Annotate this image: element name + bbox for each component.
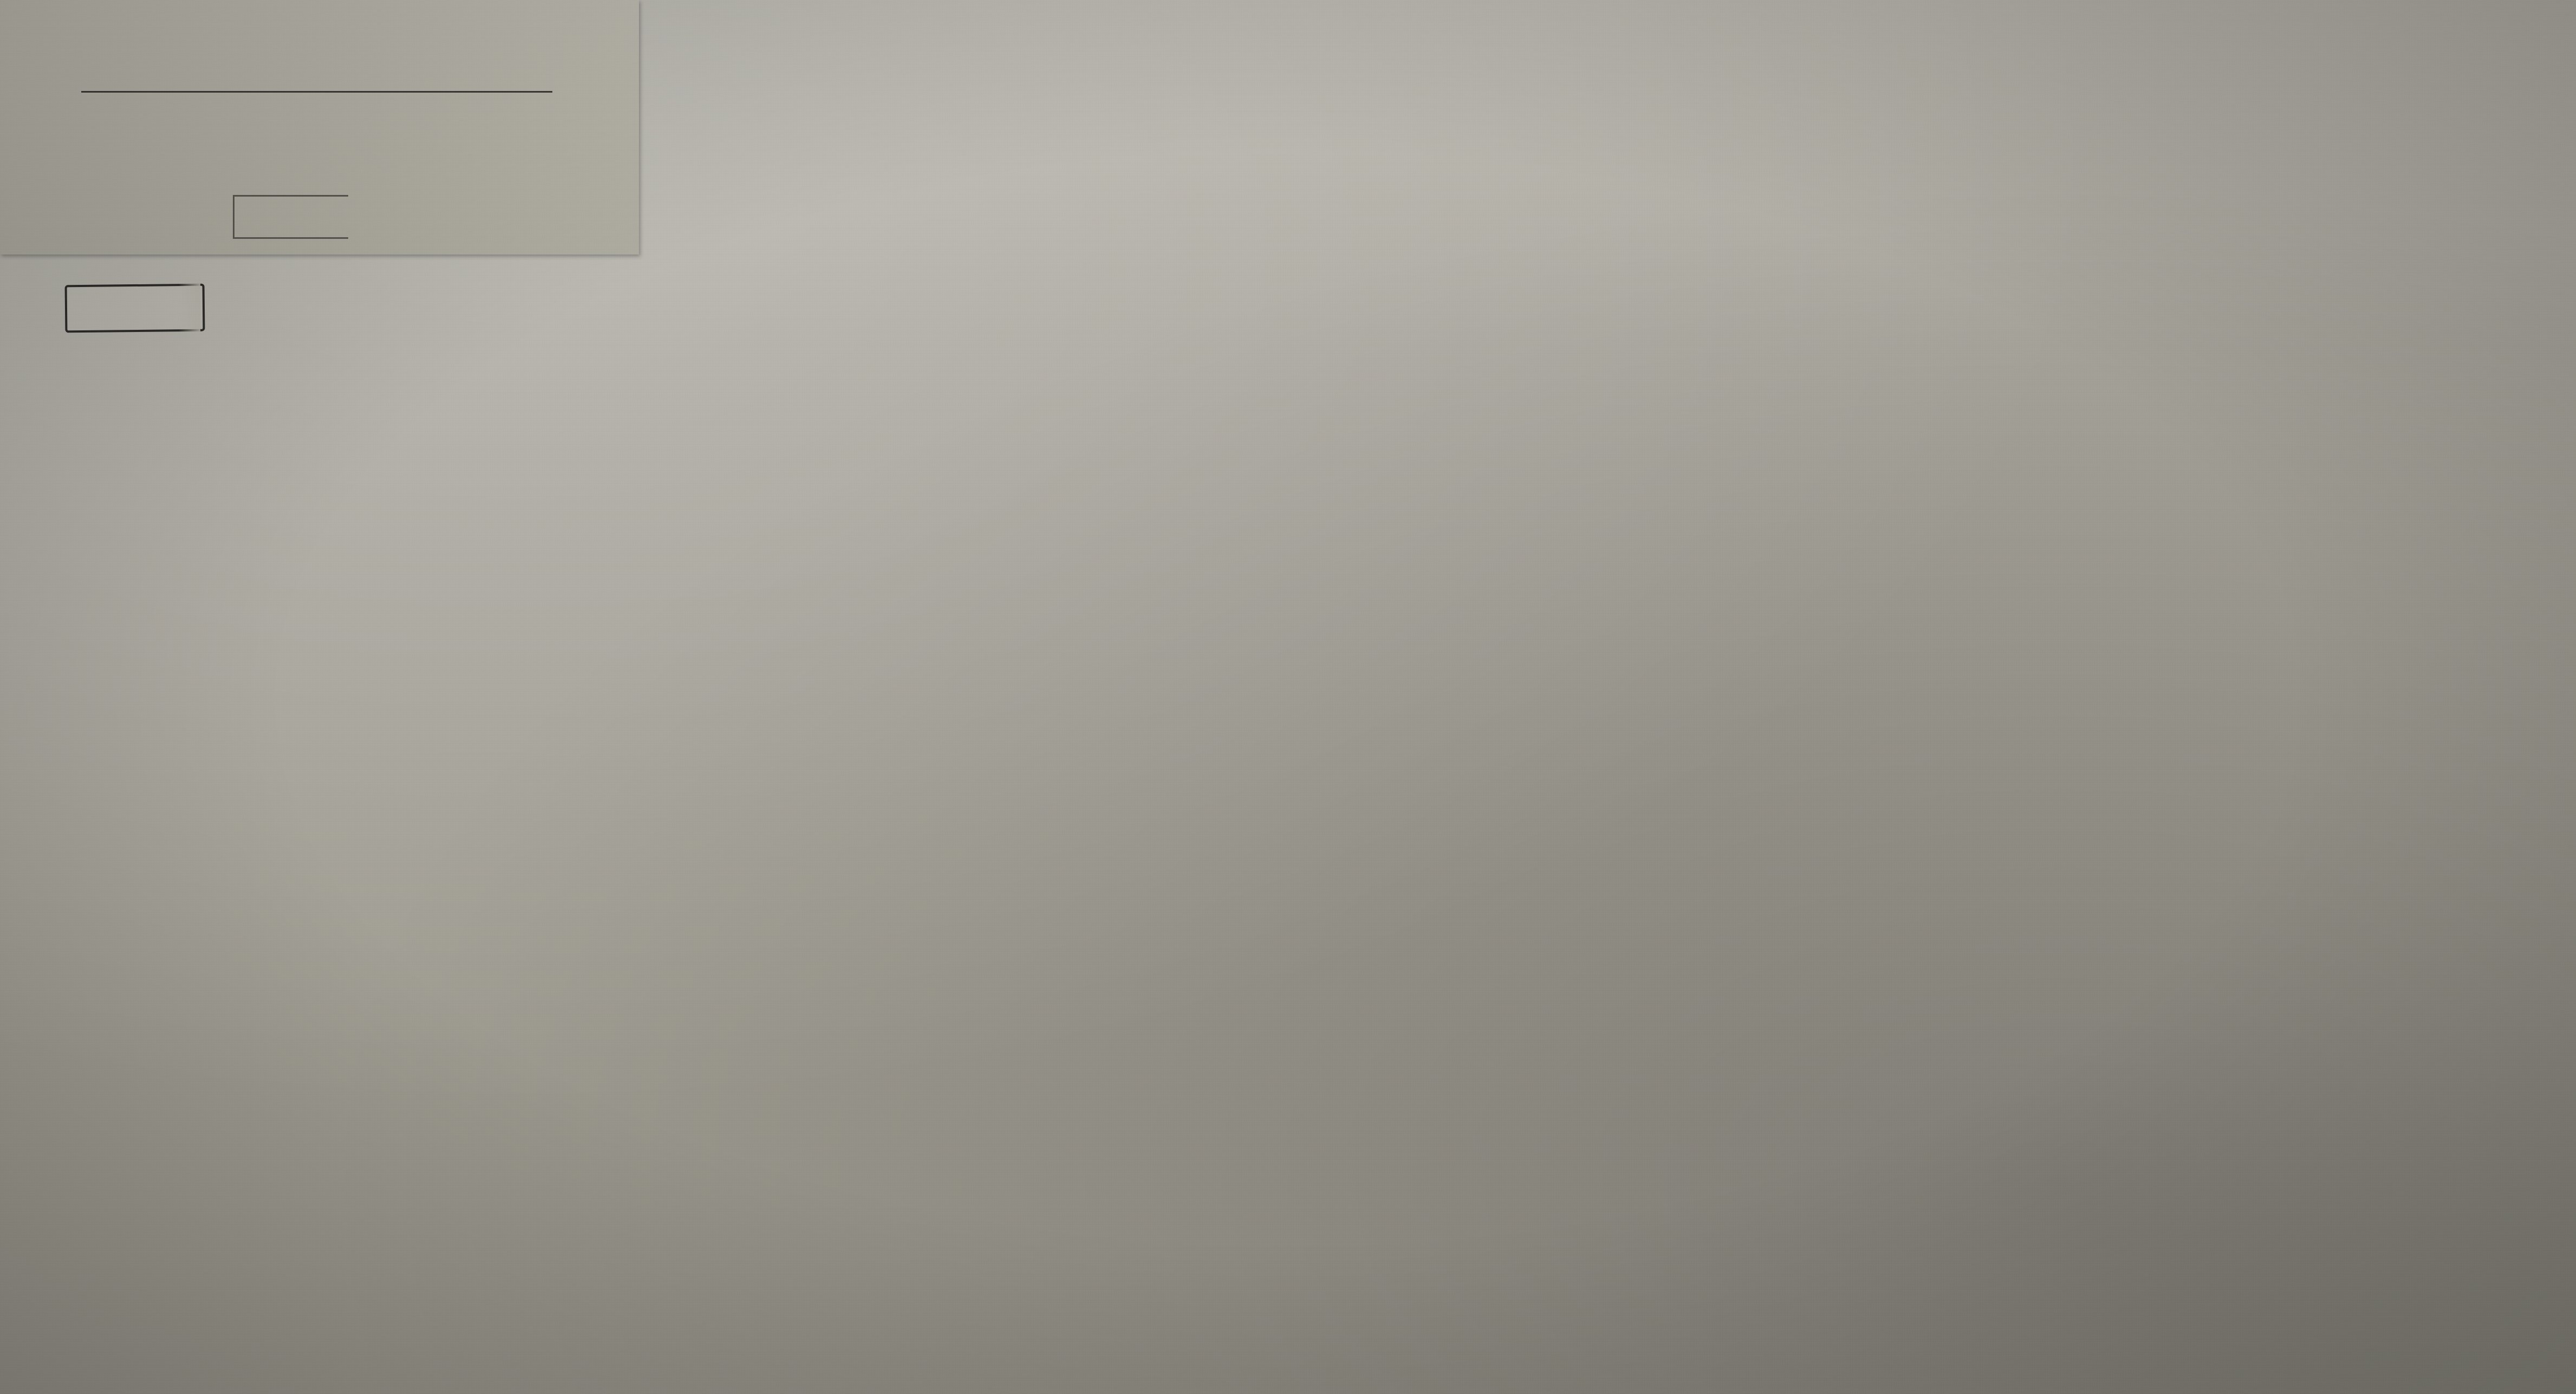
letterhead-divider: [81, 91, 552, 93]
clipping-service-letterhead: [0, 0, 639, 255]
handwritten-note-box: [233, 195, 348, 239]
article-body: [0, 303, 2576, 1394]
article-column-1: [49, 374, 428, 377]
